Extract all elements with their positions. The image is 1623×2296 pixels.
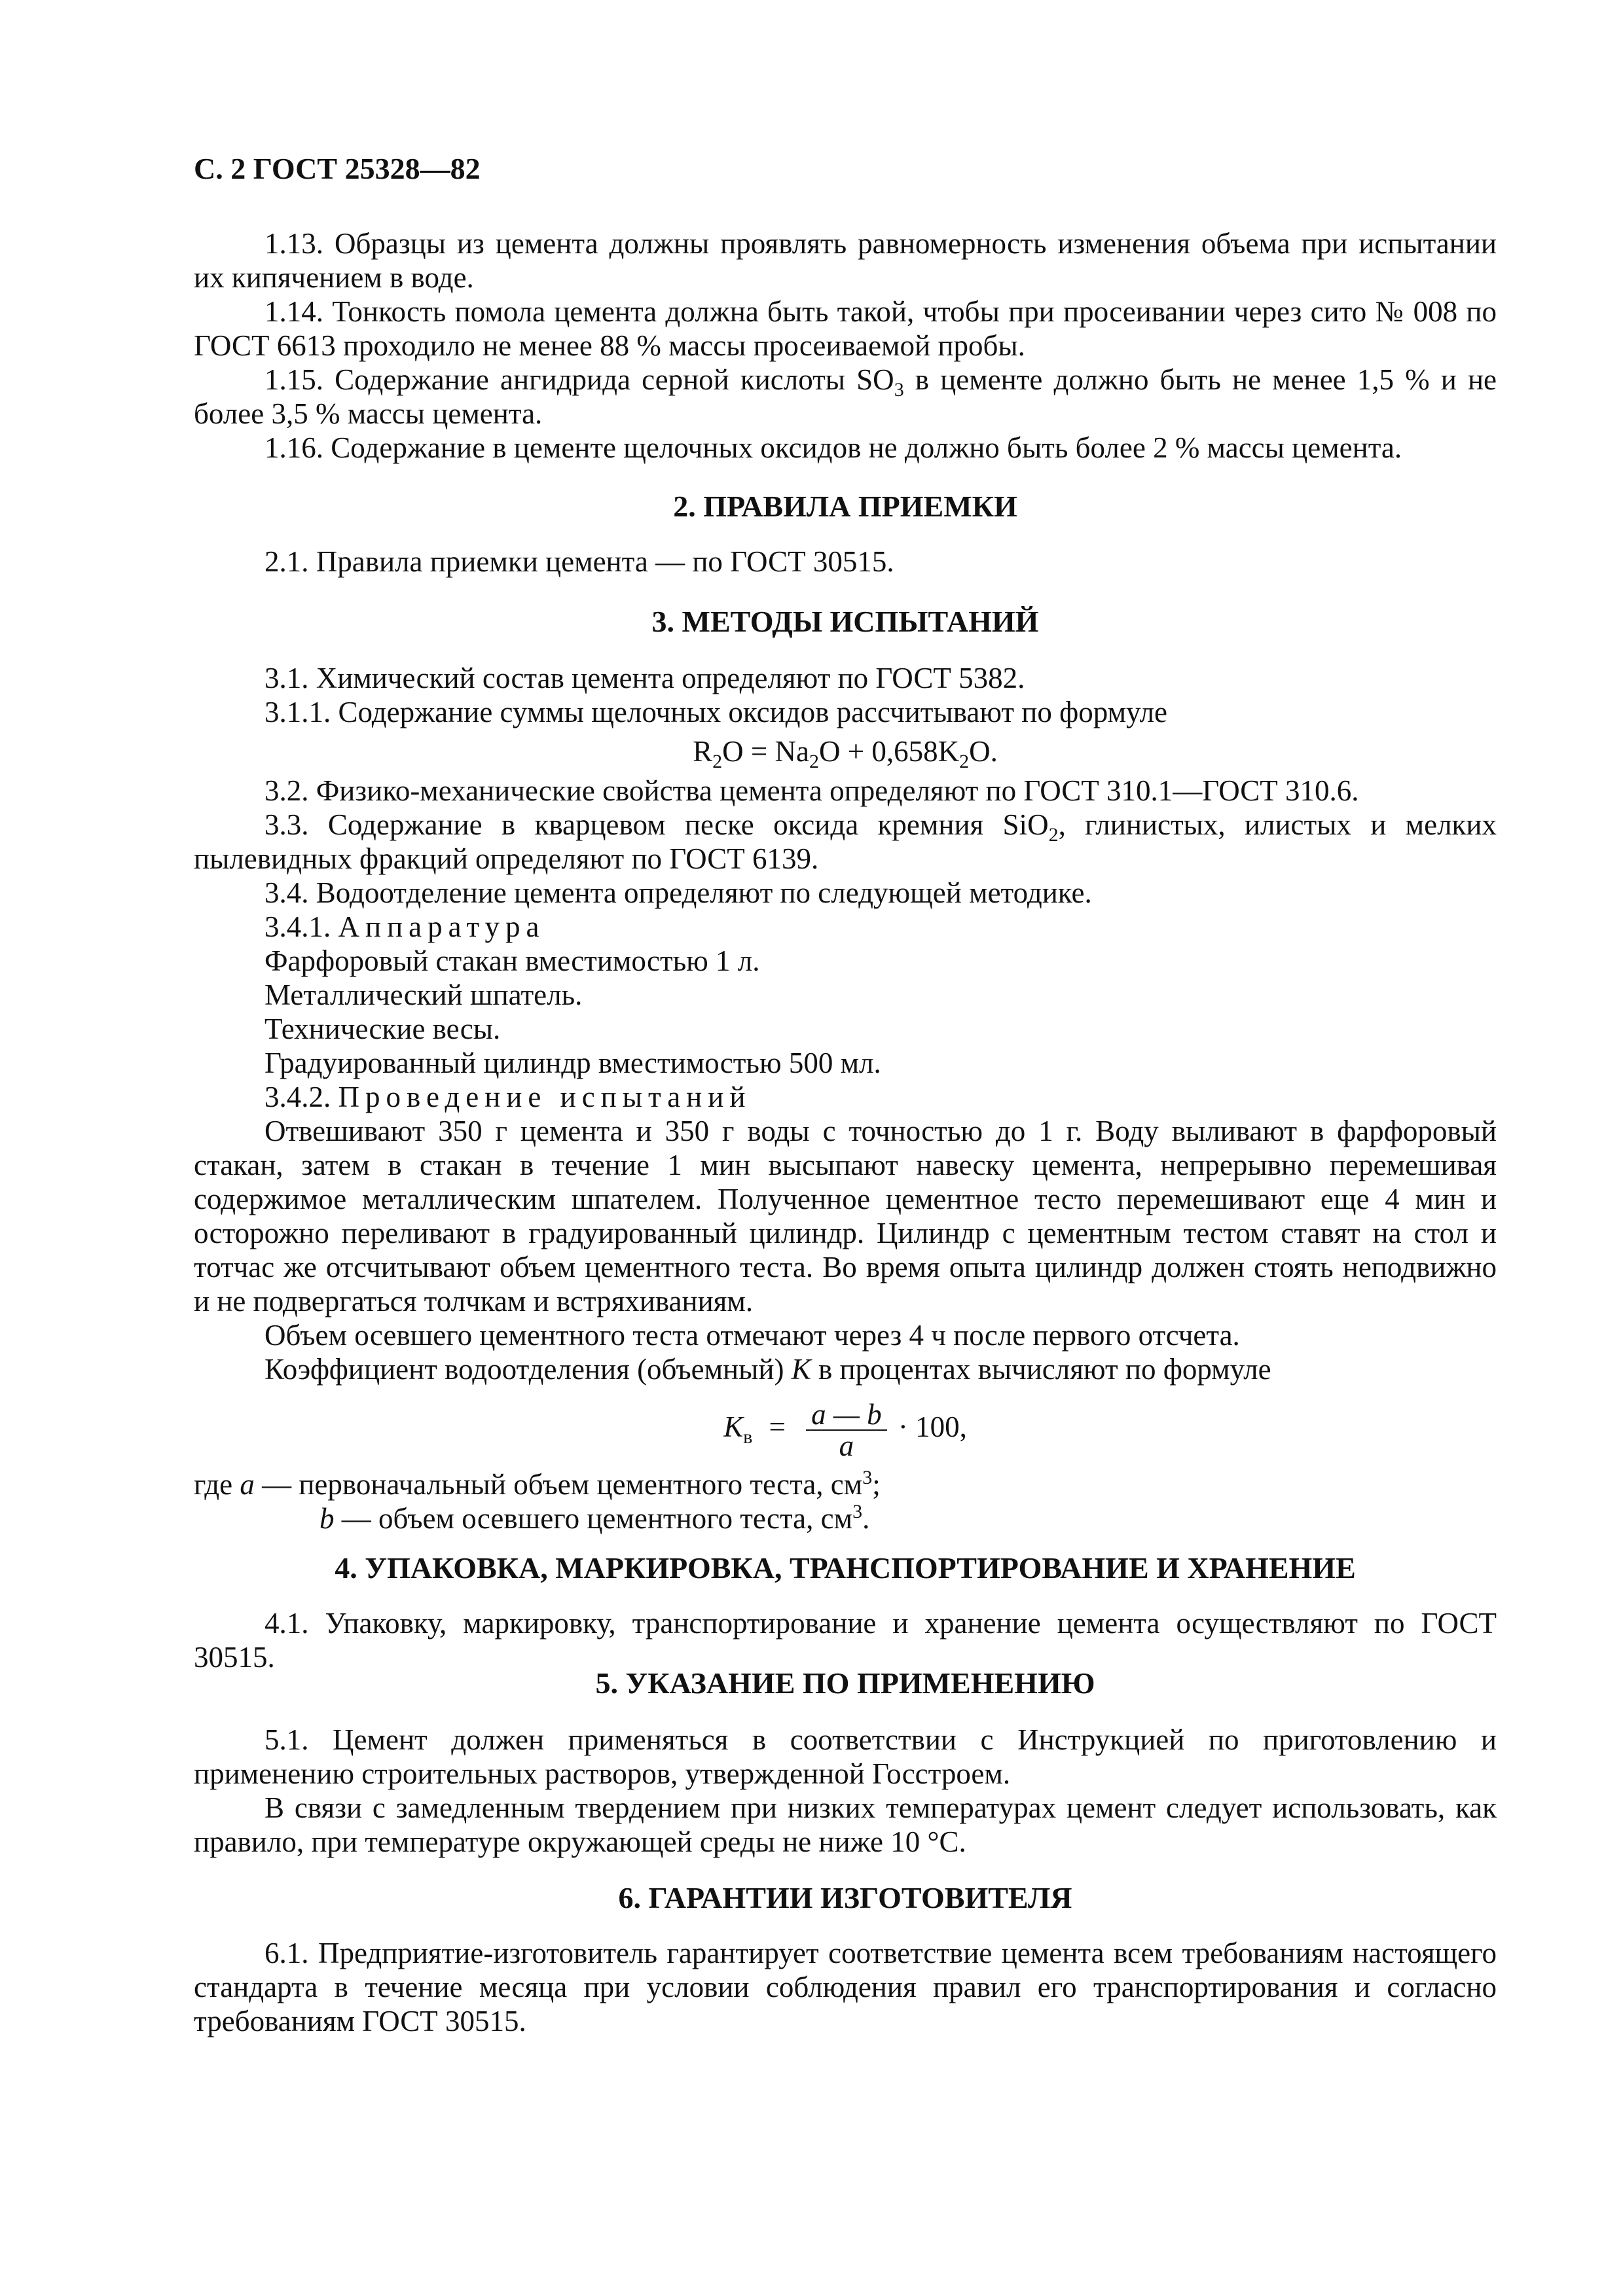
fraction: $\frac{a — b}{a}$ bbox=[806, 1399, 887, 1461]
section3-body bbox=[194, 661, 1497, 1535]
section-5-heading: 5. УКАЗАНИЕ ПО ПРИМЕНЕНИЮ bbox=[595, 1666, 1095, 1700]
section-4-heading: 4. УПАКОВКА, МАРКИРОВКА, ТРАНСПОРТИРОВАНИЕ И ХРАНЕНИЕ bbox=[335, 1551, 1356, 1585]
section-6-heading: 6. ГАРАНТИИ ИЗГОТОВИТЕЛЯ bbox=[618, 1881, 1072, 1914]
paragraph-3-4-1: 3.4.1. Аппаратура bbox=[264, 910, 545, 943]
paragraph-1-16: 1.16. Содержание в цементе щелочных оксидов не должно быть более 2 % массы цемента. bbox=[264, 431, 1402, 464]
paragraph-4-1: 4.1. Упаковку, маркировку, транспортирование и хранение цемента осуществляют по ГОСТ 30515. bbox=[194, 1607, 1497, 1674]
paragraph-3-3: 3.3. Содержание в кварцевом песке оксида кремния SiO$_2$, глинистых, илистых и мелких пылевидных фракций определяют по ГОСТ 6139. bbox=[194, 808, 1497, 875]
equipment-item-2: Металлический шпатель. bbox=[264, 978, 583, 1011]
paragraph-3-4-2: 3.4.2. Проведение испытаний bbox=[264, 1081, 752, 1113]
section6-body bbox=[194, 1936, 1497, 2038]
formula-kv: $K_в$ = $\frac{a — b}{a}$ · 100, bbox=[723, 1397, 967, 1462]
paragraph-1-14: 1.14. Тонкость помола цемента должна быть такой, чтобы при просеивании через сито № 008 по ГОСТ 6613 проходило не менее 88 % массы просеиваемой пробы. bbox=[194, 295, 1497, 362]
equipment-item-3: Технические весы. bbox=[264, 1013, 501, 1045]
paragraph-1-13: 1.13. Образцы из цемента должны проявлять равномерность изменения объема при испытании их кипячением в воде. bbox=[194, 227, 1497, 294]
paragraph-5-1: 5.1. Цемент должен применяться в соответствии с Инструкцией по приготовлению и применению строительных растворов, утвержденной Госстроем. bbox=[194, 1723, 1497, 1790]
section5-body bbox=[194, 1723, 1497, 1859]
where-b: b — объем осевшего цементного теста, $см^3$. bbox=[319, 1500, 870, 1535]
volume-paragraph: Объем осевшего цементного теста отмечают через 4 ч после первого отсчета. bbox=[264, 1319, 1240, 1352]
section4-body bbox=[194, 1606, 1497, 1674]
paragraph-6-1: 6.1. Предприятие-изготовитель гарантирует соответствие цемента всем требованиям настоящего стандарта в течение месяца при условии соблюдения правил его транспортирования и согласно требованиям ГОСТ 30515. bbox=[194, 1937, 1497, 2037]
paragraph-3-2: 3.2. Физико-механические свойства цемента определяют по ГОСТ 310.1—ГОСТ 310.6. bbox=[264, 774, 1359, 807]
section2-body bbox=[194, 545, 1497, 579]
paragraph-1-15: 1.15. Содержание ангидрида серной кислоты $SO_3$ в цементе должно быть не менее 1,5 % и не более 3,5 % массы цемента. bbox=[194, 363, 1497, 430]
paragraph-5-2: В связи с замедленным твердением при низких температурах цемент следует использовать, как правило, при температуре окружающей среды не ниже 10 °С. bbox=[194, 1791, 1497, 1858]
formula-r2o: $R_2O = Na_2O + 0,658K_2O$. bbox=[693, 735, 998, 772]
paragraph-3-1: 3.1. Химический состав цемента определяют по ГОСТ 5382. bbox=[264, 662, 1025, 694]
paragraph-3-4: 3.4. Водоотделение цемента определяют по следующей методике. bbox=[264, 876, 1092, 909]
procedure-paragraph: Отвешивают 350 г цемента и 350 г воды с точностью до 1 г. Воду выливают в фарфоровый стакан, затем в стакан в течение 1 мин высыпают навеску цемента, непрерывно перемешивая содержимое металлическим шпателем. Полученное цементное тесто перемешивают еще 4 мин и осторожно переливают в градуированный цилиндр. Цилиндр с цементным тестом ставят на стол и тотчас же отсчитывают объем цементного теста. Во время опыта цилиндр должен стоять неподвижно и не подвергаться толчкам и встряхиваниям. bbox=[194, 1115, 1497, 1318]
equipment-item-4: Градуированный цилиндр вместимостью 500 мл. bbox=[264, 1047, 881, 1079]
paragraph-2-1: 2.1. Правила приемки цемента — по ГОСТ 30515. bbox=[264, 545, 894, 578]
section-2-heading: 2. ПРАВИЛА ПРИЕМКИ bbox=[673, 490, 1017, 523]
section1-tail bbox=[194, 226, 1497, 465]
equipment-item-1: Фарфоровый стакан вместимостью 1 л. bbox=[264, 944, 760, 977]
section-3-heading: 3. МЕТОДЫ ИСПЫТАНИЙ bbox=[651, 605, 1039, 638]
paragraph-3-1-1: 3.1.1. Содержание суммы щелочных оксидов рассчитывают по формуле bbox=[264, 696, 1168, 728]
coefficient-paragraph: Коэффициент водоотделения (объемный) K в процентах вычисляют по формуле bbox=[264, 1353, 1271, 1386]
page-header: С. 2 ГОСТ 25328—82 bbox=[194, 152, 481, 185]
where-a: где a — первоначальный объем цементного теста, $см^3$; bbox=[194, 1466, 881, 1501]
